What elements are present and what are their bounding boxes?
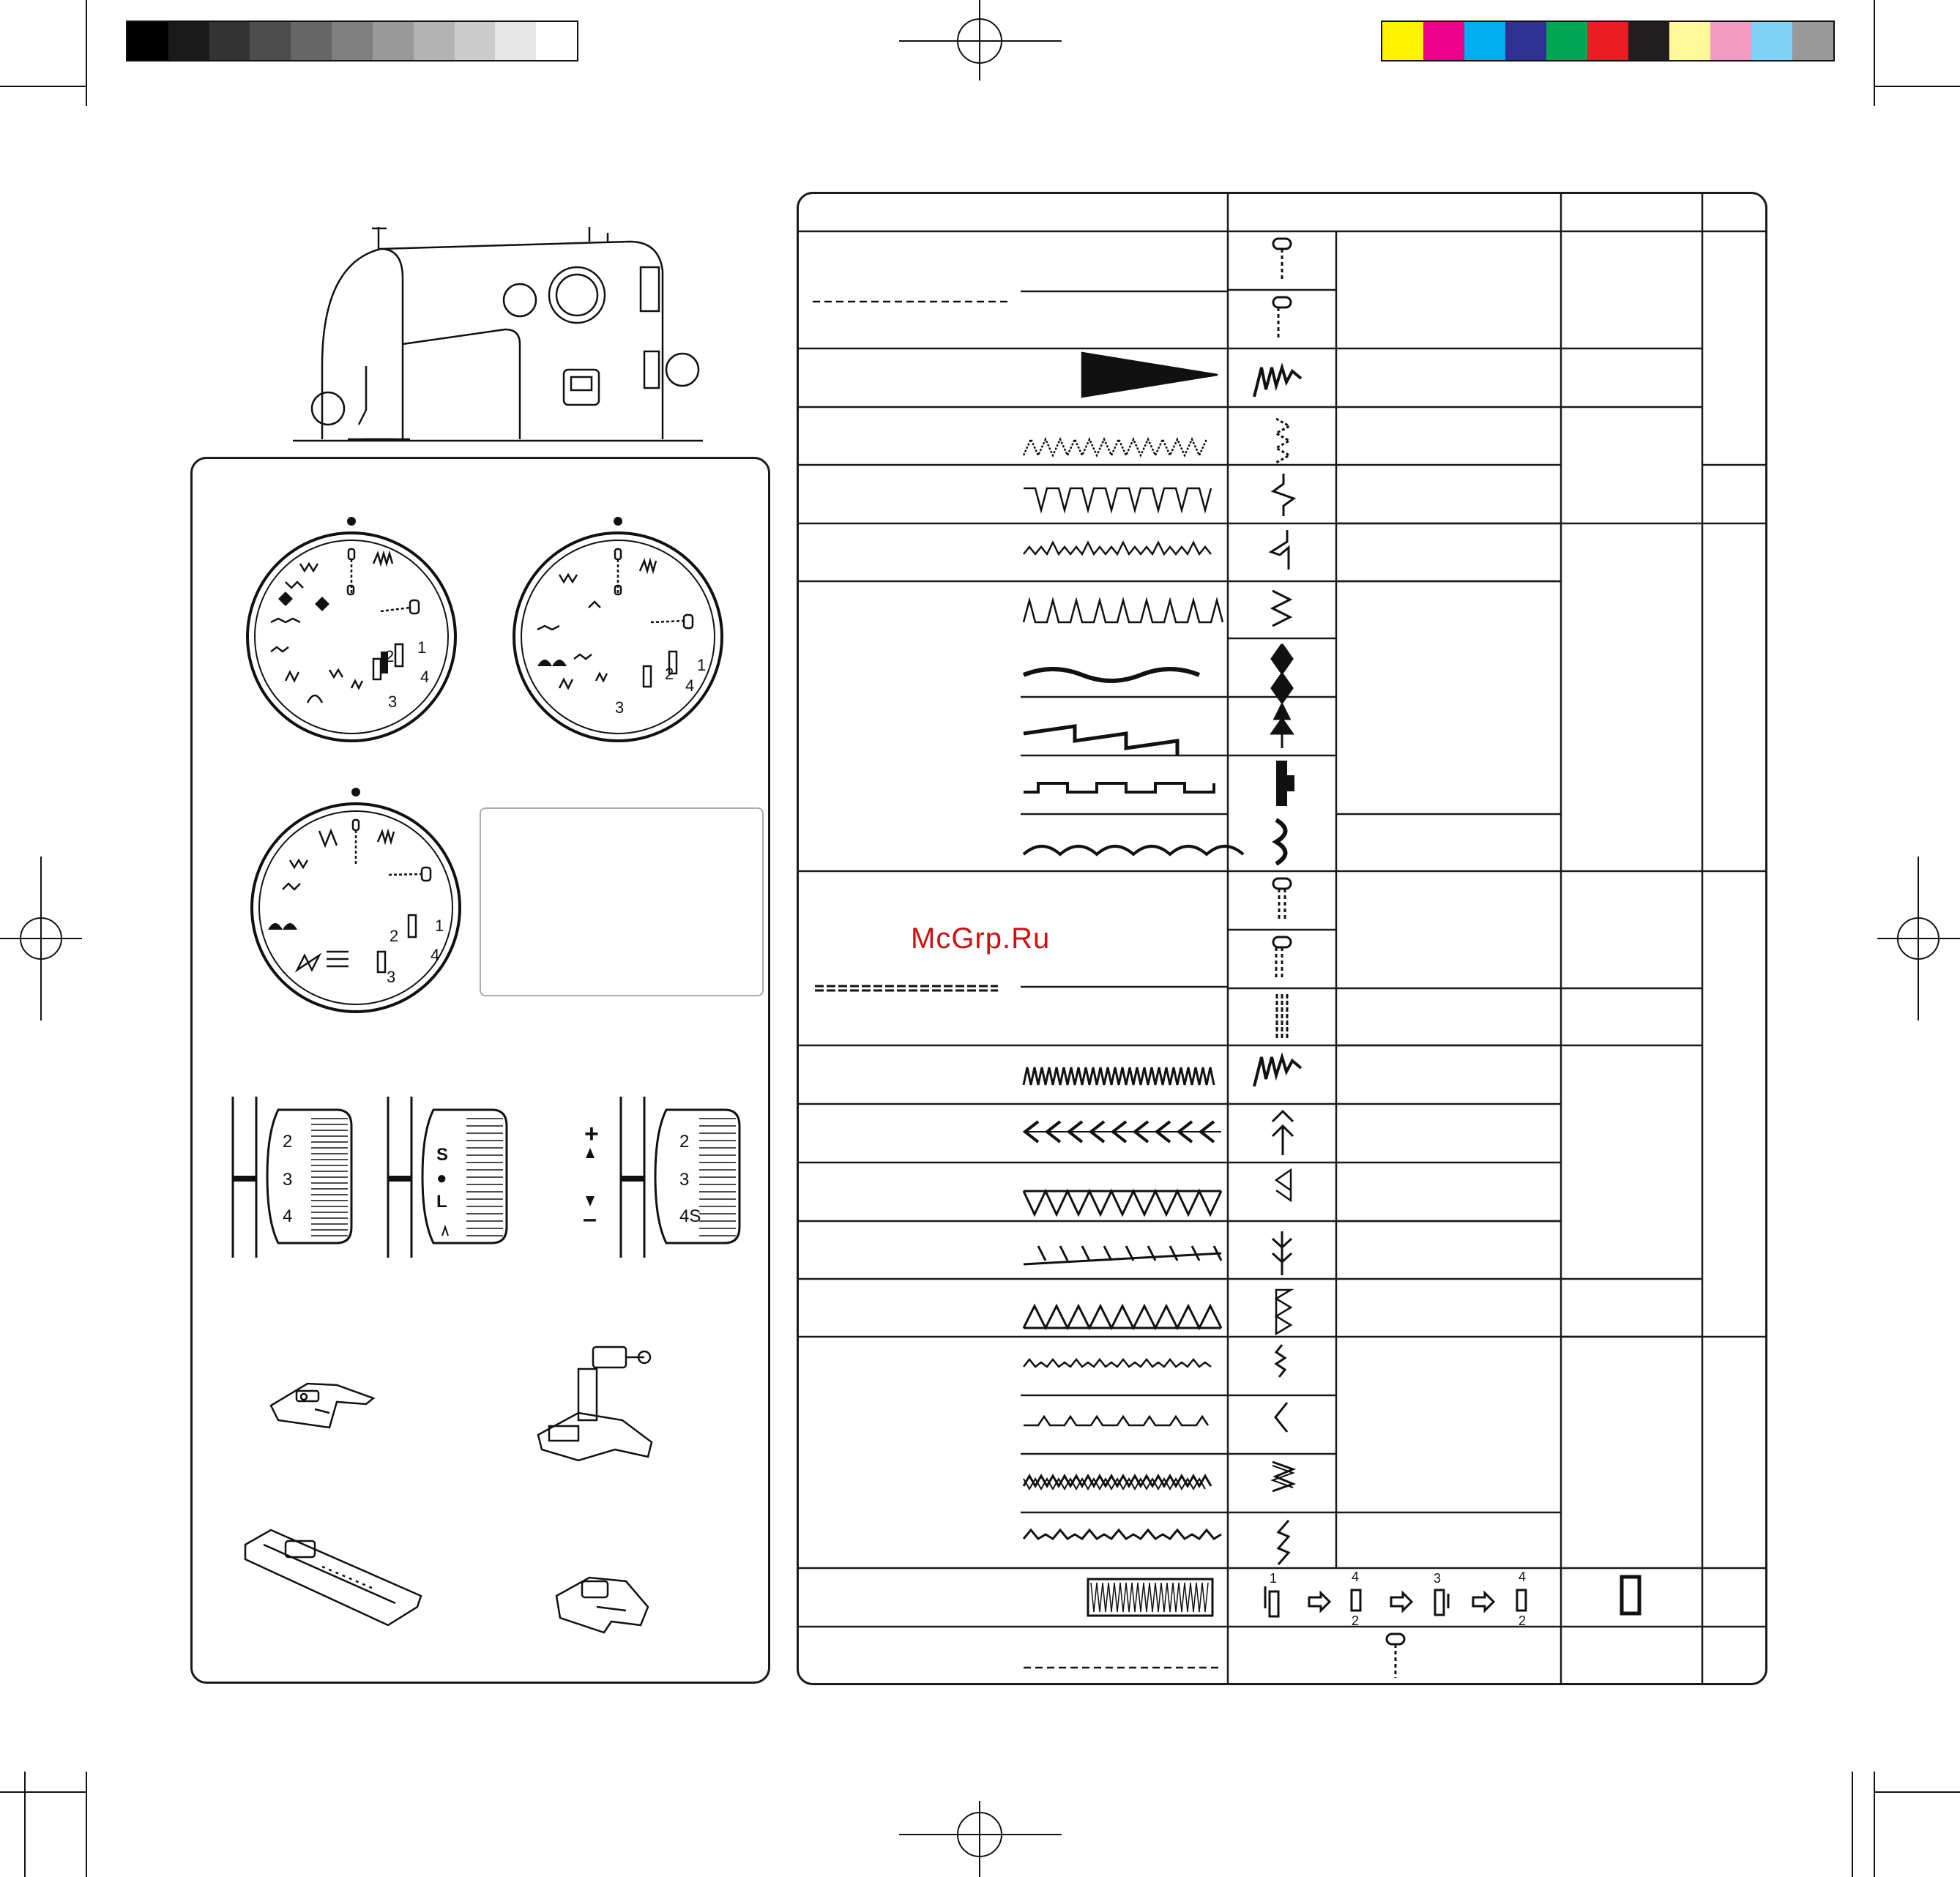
buttonhole-step-1: 1 bbox=[1270, 1571, 1278, 1586]
pattern-dial-3 bbox=[246, 783, 466, 1018]
stitch-length-label-3: 3 bbox=[283, 1170, 293, 1190]
note-box bbox=[480, 807, 764, 996]
stitch-length-knob-graphic bbox=[227, 1097, 366, 1258]
tension-minus: – bbox=[583, 1205, 597, 1233]
tension-knob[interactable] bbox=[578, 1097, 754, 1258]
dial-indicator-dot bbox=[351, 788, 360, 796]
dial-1-number-3: 3 bbox=[388, 693, 398, 711]
dial-3-number-2: 2 bbox=[390, 927, 399, 945]
buttonhole-step-4b: 4 bbox=[1519, 1570, 1527, 1584]
pattern-dial-2 bbox=[508, 512, 728, 747]
watermark: McGrp.Ru bbox=[911, 922, 1051, 955]
buttonhole-foot-illustration bbox=[242, 1523, 425, 1632]
stitch-balance-label-l: L bbox=[436, 1192, 447, 1212]
dial-3-graphic bbox=[246, 783, 466, 1018]
dial-3-number-1: 1 bbox=[435, 917, 444, 935]
dial-3-number-3: 3 bbox=[387, 968, 396, 986]
dial-2-number-3: 3 bbox=[615, 698, 625, 717]
stitch-length-label-4: 4 bbox=[283, 1206, 293, 1226]
dial-3-number-4: 4 bbox=[431, 946, 440, 964]
stitch-length-knob[interactable] bbox=[227, 1097, 366, 1258]
dial-indicator-dot bbox=[347, 517, 356, 526]
tension-label-2: 2 bbox=[679, 1132, 690, 1152]
stitch-balance-label-s: S bbox=[436, 1145, 449, 1165]
dial-1-number-2: 2 bbox=[385, 647, 395, 665]
buttonhole-step-4a: 4 bbox=[1352, 1570, 1360, 1584]
dial-1-number-1: 1 bbox=[417, 638, 427, 657]
pattern-dial-1 bbox=[242, 512, 461, 747]
zipper-foot-illustration bbox=[534, 1340, 659, 1471]
tension-plus: + bbox=[584, 1120, 599, 1148]
buttonhole-step-2b: 2 bbox=[1519, 1613, 1527, 1628]
dial-1-graphic bbox=[242, 512, 461, 747]
tension-knob-graphic bbox=[578, 1097, 754, 1258]
stitch-balance-knob-graphic bbox=[382, 1097, 521, 1258]
dial-2-number-2: 2 bbox=[665, 665, 674, 683]
stitch-balance-label-dot: ● bbox=[436, 1168, 447, 1188]
stitch-length-label-2: 2 bbox=[283, 1132, 293, 1152]
sewing-machine-illustration bbox=[293, 220, 703, 447]
dial-2-number-1: 1 bbox=[697, 656, 707, 674]
dial-indicator-dot bbox=[614, 517, 622, 526]
dial-1-number-4: 4 bbox=[420, 668, 430, 686]
zigzag-foot-illustration bbox=[264, 1369, 381, 1442]
buttonhole-step-2a: 2 bbox=[1352, 1613, 1360, 1628]
stitch-balance-knob[interactable] bbox=[382, 1097, 521, 1258]
tension-label-3: 3 bbox=[679, 1170, 690, 1190]
tension-label-4s: 4S bbox=[679, 1206, 701, 1226]
buttonhole-step-3: 3 bbox=[1434, 1571, 1442, 1586]
dial-2-number-4: 4 bbox=[685, 676, 695, 695]
button-sewing-foot-illustration bbox=[553, 1567, 655, 1640]
